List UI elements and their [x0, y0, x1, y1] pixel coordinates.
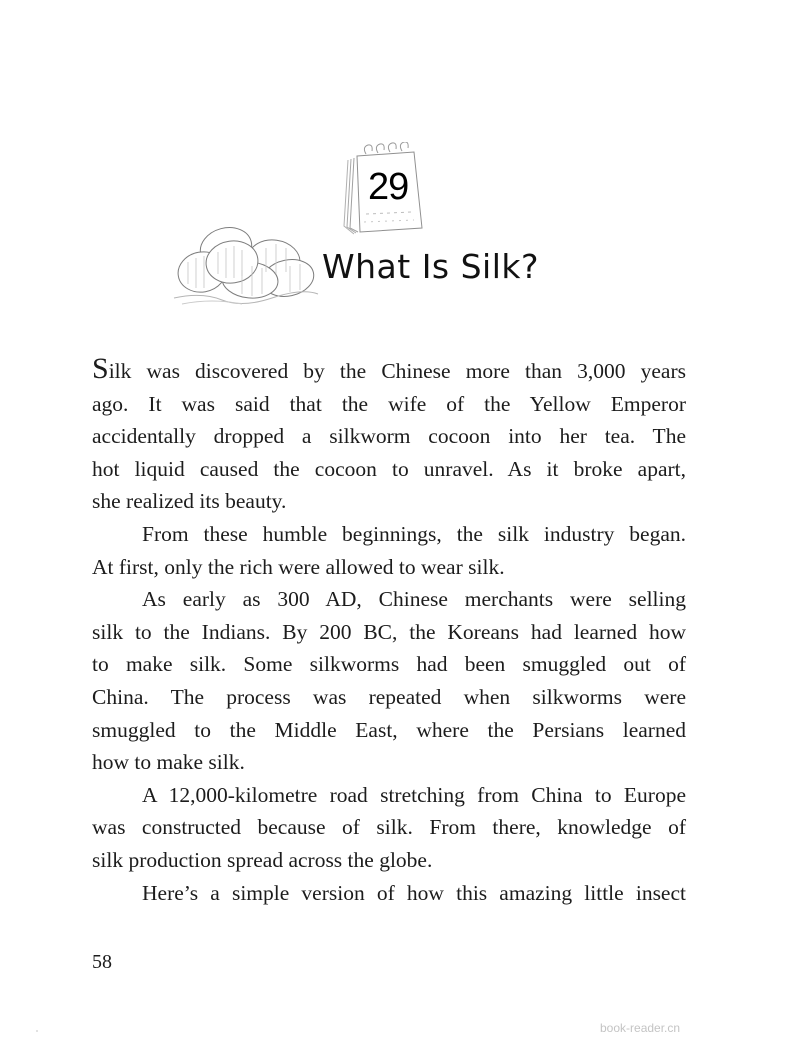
text-line: accidentally dropped a silkworm cocoon into her tea. The — [92, 424, 686, 449]
chapter-title: What Is Silk? — [322, 247, 540, 286]
text-line: how to make silk. — [92, 750, 245, 775]
text-line: As early as 300 AD, Chinese merchants were selling — [142, 587, 686, 612]
text-line: A 12,000-kilometre road stretching from China to Europe — [142, 782, 686, 807]
body-text — [92, 352, 686, 909]
paragraph — [92, 583, 686, 779]
drop-cap: S — [92, 352, 109, 385]
text-line: was constructed because of silk. From there, knowledge of — [92, 815, 686, 840]
scan-artifact — [36, 1030, 38, 1032]
text-line: silk production spread across the globe. — [92, 847, 433, 872]
paragraph — [92, 877, 686, 910]
text-line: she realized its beauty. — [92, 489, 287, 514]
text-line: China. The process was repeated when silkworms were — [92, 684, 686, 709]
text-line: silk to the Indians. By 200 BC, the Koreans had learned how — [92, 619, 686, 644]
text-line: ago. It was said that the wife of the Yellow Emperor — [92, 391, 686, 416]
text-line: hot liquid caused the cocoon to unravel. As it broke apart, — [92, 456, 686, 481]
page-number: 58 — [92, 951, 112, 973]
paragraph — [92, 352, 686, 518]
text-line: to make silk. Some silkworms had been smuggled out of — [92, 652, 686, 677]
text-line: From these humble beginnings, the silk industry began. — [142, 521, 686, 546]
paragraph — [92, 518, 686, 583]
paragraph — [92, 779, 686, 877]
text-line: smuggled to the Middle East, where the Persians learned — [92, 717, 686, 742]
text-line: Silk was discovered by the Chinese more than 3,000 years — [92, 352, 686, 385]
text-line: At first, only the rich were allowed to wear silk. — [92, 554, 505, 579]
chapter-number: 29 — [368, 166, 409, 208]
silkworm-cocoons-icon — [172, 222, 320, 306]
watermark: book-reader.cn — [600, 1021, 681, 1035]
text-line: Here’s a simple version of how this amazing little insect — [142, 880, 686, 905]
